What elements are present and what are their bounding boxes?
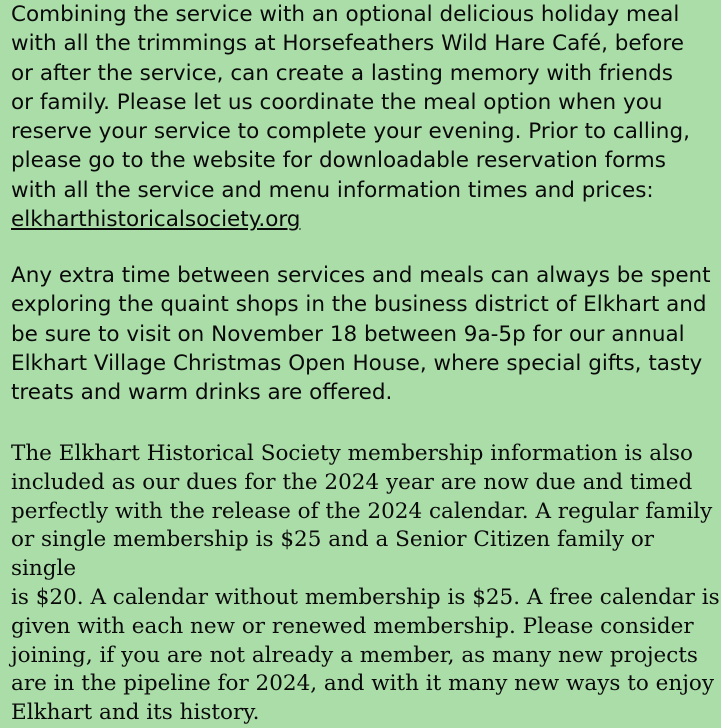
shopping-open-house-paragraph: Any extra time between services and meals can always be spent exploring the quaint shops in the business district of Elkhart and be sure to visit on November 18 between 9a-5p for our annual Elkhart Village Christmas Open House, where special gifts, tasty treats and warm drinks are offered. bbox=[11, 263, 711, 406]
website-link[interactable]: elkharthistoricalsociety.org bbox=[11, 207, 301, 233]
meal-reservation-text: Combining the service with an optional delicious holiday meal with all the trimmings at Horsefeathers Wild Hare Café, before or after the service, can create a lasting memory with friends or family. Please let us coordinate the meal option when you reserve your service to complete your evening. Prior to calling, please go to the website for downloadable reservation forms with all the service and menu information times and prices: bbox=[11, 2, 690, 203]
meal-reservation-paragraph bbox=[11, 0, 721, 234]
membership-paragraph: The Elkhart Historical Society membership information is also included as our dues for the 2024 year are now due and timed perfectly with the release of the 2024 calendar. A regular family or single membership is $25 and a Senior Citizen family or single is $20. A calendar without membership is $25. A free calendar is given with each new or renewed membership. Please consider joining, if you are not already a member, as many new projects are in the pipeline for 2024, and with it many new ways to enjoy Elkhart and its history. bbox=[11, 441, 720, 726]
